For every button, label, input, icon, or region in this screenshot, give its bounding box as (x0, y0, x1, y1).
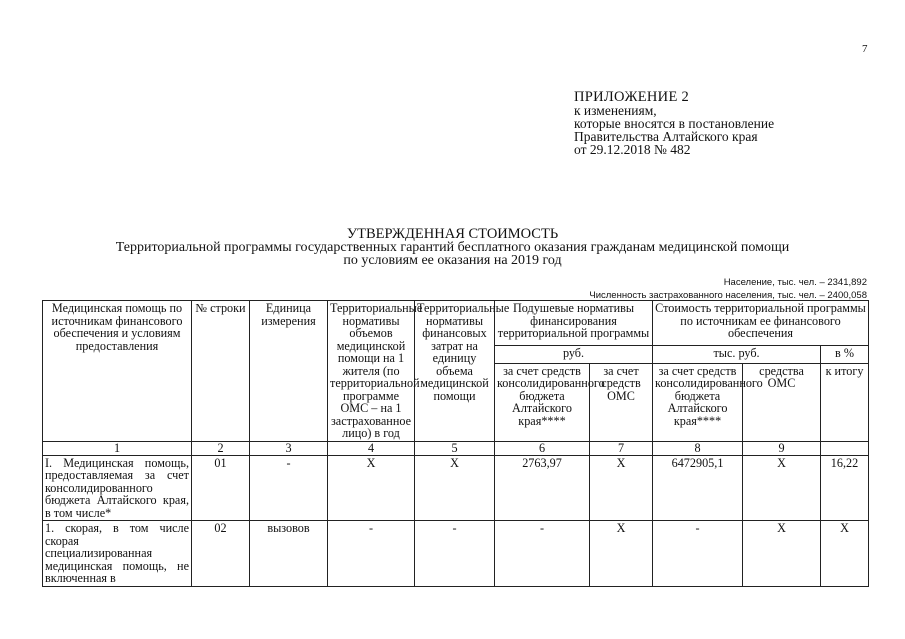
header-program-cost-unit: тыс. руб. (653, 346, 821, 363)
header-total-oms: средства ОМС (743, 363, 821, 441)
row-total-oms: Х (743, 455, 821, 521)
appendix-line: к изменениям, (574, 103, 657, 118)
column-number: 4 (328, 441, 415, 455)
header-line-number: № строки (192, 301, 250, 442)
row-volume: - (328, 521, 415, 587)
column-number: 3 (250, 441, 328, 455)
column-number: 7 (590, 441, 653, 455)
row-per-capita-budget: 2763,97 (495, 455, 590, 521)
row-unit: - (250, 455, 328, 521)
row-line-number: 01 (192, 455, 250, 521)
row-total-budget: 6472905,1 (653, 455, 743, 521)
row-total-budget: - (653, 521, 743, 587)
header-per-capita-oms: за счет средств ОМС (590, 363, 653, 441)
appendix-heading: ПРИЛОЖЕНИЕ 2 (574, 89, 690, 105)
row-per-capita-oms: Х (590, 455, 653, 521)
table-row (43, 455, 869, 521)
appendix-block (574, 91, 774, 156)
row-unit: вызовов (250, 521, 328, 587)
column-number: 6 (495, 441, 590, 455)
document-title (0, 228, 905, 267)
appendix-line: Правительства Алтайского края (574, 129, 758, 144)
header-percent-total: к итогу (821, 363, 869, 441)
header-unit: Единица измерения (250, 301, 328, 442)
column-number: 1 (43, 441, 192, 455)
column-number: 9 (743, 441, 821, 455)
header-volume-norms: Территориальные нормативы объемов медицинской помощи на 1 жителя (по территориальной программе ОМС – на 1 застрахованное лицо) в год (328, 301, 415, 442)
header-total-budget: за счет средств консолидированного бюджета Алтайского края**** (653, 363, 743, 441)
header-percent-unit: в % (821, 346, 869, 363)
appendix-line: от 29.12.2018 № 482 (574, 142, 691, 157)
column-number: 2 (192, 441, 250, 455)
column-number: 5 (415, 441, 495, 455)
row-percent: Х (821, 521, 869, 587)
appendix-line: которые вносятся в постановление (574, 116, 775, 131)
header-per-capita-unit: руб. (495, 346, 653, 363)
title-heading: УТВЕРЖДЕННАЯ СТОИМОСТЬ (346, 226, 559, 242)
row-per-capita-oms: Х (590, 521, 653, 587)
row-name: 1. скорая, в том числе скорая специализированная медицинская помощь, не включенная в (43, 521, 192, 587)
title-line-1: Территориальной программы государственных гарантий бесплатного оказания гражданам медицинской помощи (115, 240, 790, 255)
header-per-capita-group: Подушевые нормативы финансирования территориальной программы (495, 301, 653, 346)
row-line-number: 02 (192, 521, 250, 587)
table-row (43, 521, 869, 587)
cost-table (42, 300, 869, 587)
page-number: 7 (862, 43, 868, 55)
header-care-type: Медицинская помощь по источникам финансового обеспечения и условиям предоставления (43, 301, 192, 442)
column-number (821, 441, 869, 455)
row-total-oms: Х (743, 521, 821, 587)
row-cost: Х (415, 455, 495, 521)
row-name: I. Медицинская помощь, предоставляемая за счет консолидированного бюджета Алтайского края, в том числе* (43, 455, 192, 521)
header-per-capita-budget: за счет средств консолидированного бюджета Алтайского края**** (495, 363, 590, 441)
row-per-capita-budget: - (495, 521, 590, 587)
row-cost: - (415, 521, 495, 587)
column-number: 8 (653, 441, 743, 455)
insured-population-note: Численность застрахованного населения, тыс. чел. – 2400,058 (589, 290, 867, 301)
row-percent: 16,22 (821, 455, 869, 521)
title-line-2: по условиям ее оказания на 2019 год (343, 253, 562, 268)
population-note: Население, тыс. чел. – 2341,892 (723, 277, 867, 288)
header-program-cost-group: Стоимость территориальной программы по источникам ее финансового обеспечения (653, 301, 869, 346)
row-volume: Х (328, 455, 415, 521)
header-cost-norms: Территориальные нормативы финансовых затрат на единицу объема медицинской помощи (415, 301, 495, 442)
